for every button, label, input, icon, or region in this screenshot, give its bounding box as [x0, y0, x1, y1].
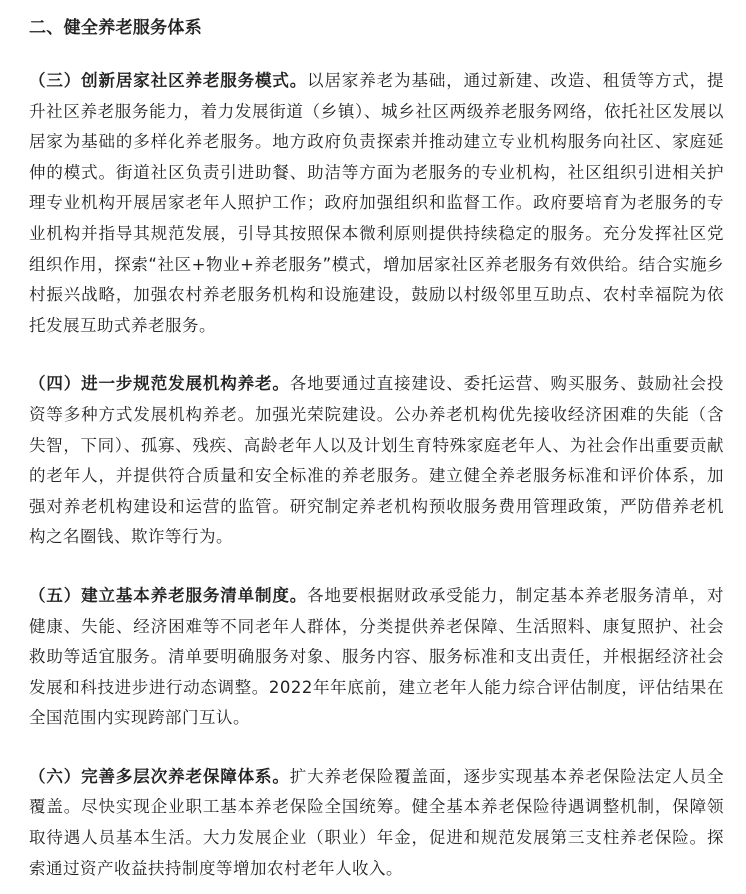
paragraph-lead: （三）创新居家社区养老服务模式。	[29, 71, 308, 90]
paragraph-basic-service-list	[29, 581, 724, 734]
section-heading: 二、健全养老服务体系	[29, 18, 202, 38]
paragraph-body: 各地要根据财政承受能力，制定基本养老服务清单，对健康、失能、经济困难等不同老年人群体，分类提供养老保障、生活照料、康复照护、社会救助等适宜服务。清单要明确服务对象、服务内容、服务标准和支出责任，并根据经济社会发展和科技进步进行动态调整。2022年年底前，建立老年人能力综合评估制度，评估结果在全国范围内实现跨部门互认。	[29, 585, 725, 728]
paragraph-home-community-care	[29, 66, 724, 341]
paragraph-lead: （五）建立基本养老服务清单制度。	[29, 585, 308, 605]
paragraph-lead: （六）完善多层次养老保障体系。	[29, 766, 290, 786]
paragraph-institutional-care	[29, 369, 724, 553]
paragraph-lead: （四）进一步规范发展机构养老。	[29, 374, 290, 394]
paragraph-body: 扩大养老保险覆盖面，逐步实现基本养老保险法定人员全覆盖。尽快实现企业职工基本养老保险全国统筹。健全基本养老保险待遇调整机制，保障领取待遇人员基本生活。大力发展企业（职业）年金，促进和规范发展第三支柱养老保险。探索通过资产收益扶持制度等增加农村老年人收入。	[29, 766, 725, 878]
paragraph-body: 以居家养老为基础，通过新建、改造、租赁等方式，提升社区养老服务能力，着力发展街道（乡镇）、城乡社区两级养老服务网络，依托社区发展以居家为基础的多样化养老服务。地方政府负责探索并推动建立专业机构服务向社区、家庭延伸的模式。街道社区负责引进助餐、助洁等方面为老服务的专业机构，社区组织引进相关护理专业机构开展居家老年人照护工作；政府加强组织和监督工作。政府要培育为老服务的专业机构并指导其规范发展，引导其按照保本微利原则提供持续稳定的服务。充分发挥社区党组织作用，探索“社区+物业+养老服务”模式，增加居家社区养老服务有效供给。结合实施乡村振兴战略，加强农村养老服务机构和设施建设，鼓励以村级邻里互助点、农村幸福院为依托发展互助式养老服务。	[29, 71, 725, 335]
paragraph-pension-system	[29, 762, 724, 884]
paragraph-body: 各地要通过直接建设、委托运营、购买服务、鼓励社会投资等多种方式发展机构养老。加强光荣院建设。公办养老机构优先接收经济困难的失能（含失智，下同）、孤寡、残疾、高龄老年人以及计划生育特殊家庭老年人、为社会作出重要贡献的老年人，并提供符合质量和安全标准的养老服务。建立健全养老服务标准和评价体系，加强对养老机构建设和运营的监管。研究制定养老机构预收服务费用管理政策，严防借养老机构之名圈钱、欺诈等行为。	[29, 374, 725, 547]
